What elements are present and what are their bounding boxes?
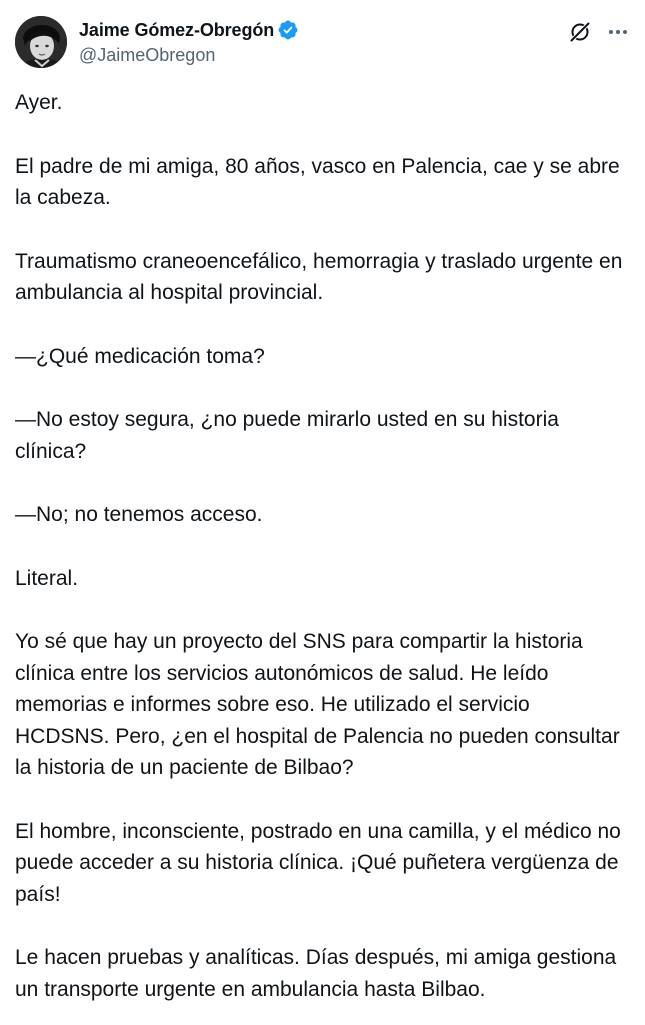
tweet-header [15,16,630,70]
tweet-paragraph: Traumatismo craneoencefálico, hemorragia y traslado urgente en ambulancia al hospital provincial. [15,249,623,304]
tweet-text [15,87,630,1005]
name-row [79,17,298,43]
tweet-paragraph: —No; no tenemos acceso. [15,503,263,526]
tweet-paragraph: —¿Qué medicación toma? [15,344,265,368]
avatar[interactable] [15,16,67,68]
author-info [79,17,298,66]
tweet-paragraph: Le hacen pruebas y analíticas. Días después, mi amiga gestiona un transporte urgente en ambulancia hasta Bilbao. [15,946,617,1001]
header-actions [568,20,630,44]
verified-badge-icon[interactable] [278,20,298,40]
more-options-icon[interactable] [606,20,630,44]
author-display-name[interactable]: Jaime Gómez-Obregón [79,19,275,40]
grok-icon[interactable] [568,20,592,44]
tweet-paragraph: —No estoy segura, ¿no puede mirarlo usted en su historia clínica? [15,408,559,463]
tweet-paragraph: Yo sé que hay un proyecto del SNS para compartir la historia clínica entre los servicios autonómicos de salud. He leído memorias e informes sobre eso. He utilizado el servicio HCDSNS. Pero, ¿en el hospital de Palencia no pueden consultar la historia de un paciente de Bilbao? [15,630,620,779]
tweet-paragraph: Literal. [15,566,79,590]
avatar-photo [15,16,67,68]
tweet-paragraph: El padre de mi amiga, 80 años, vasco en Palencia, cae y se abre la cabeza. [15,154,620,209]
author-handle[interactable]: @JaimeObregon [79,45,216,65]
tweet-paragraph: Ayer. [15,91,63,114]
tweet-paragraph: El hombre, inconsciente, postrado en una camilla, y el médico no puede acceder a su historia clínica. ¡Qué puñetera vergüenza de país! [15,819,621,906]
